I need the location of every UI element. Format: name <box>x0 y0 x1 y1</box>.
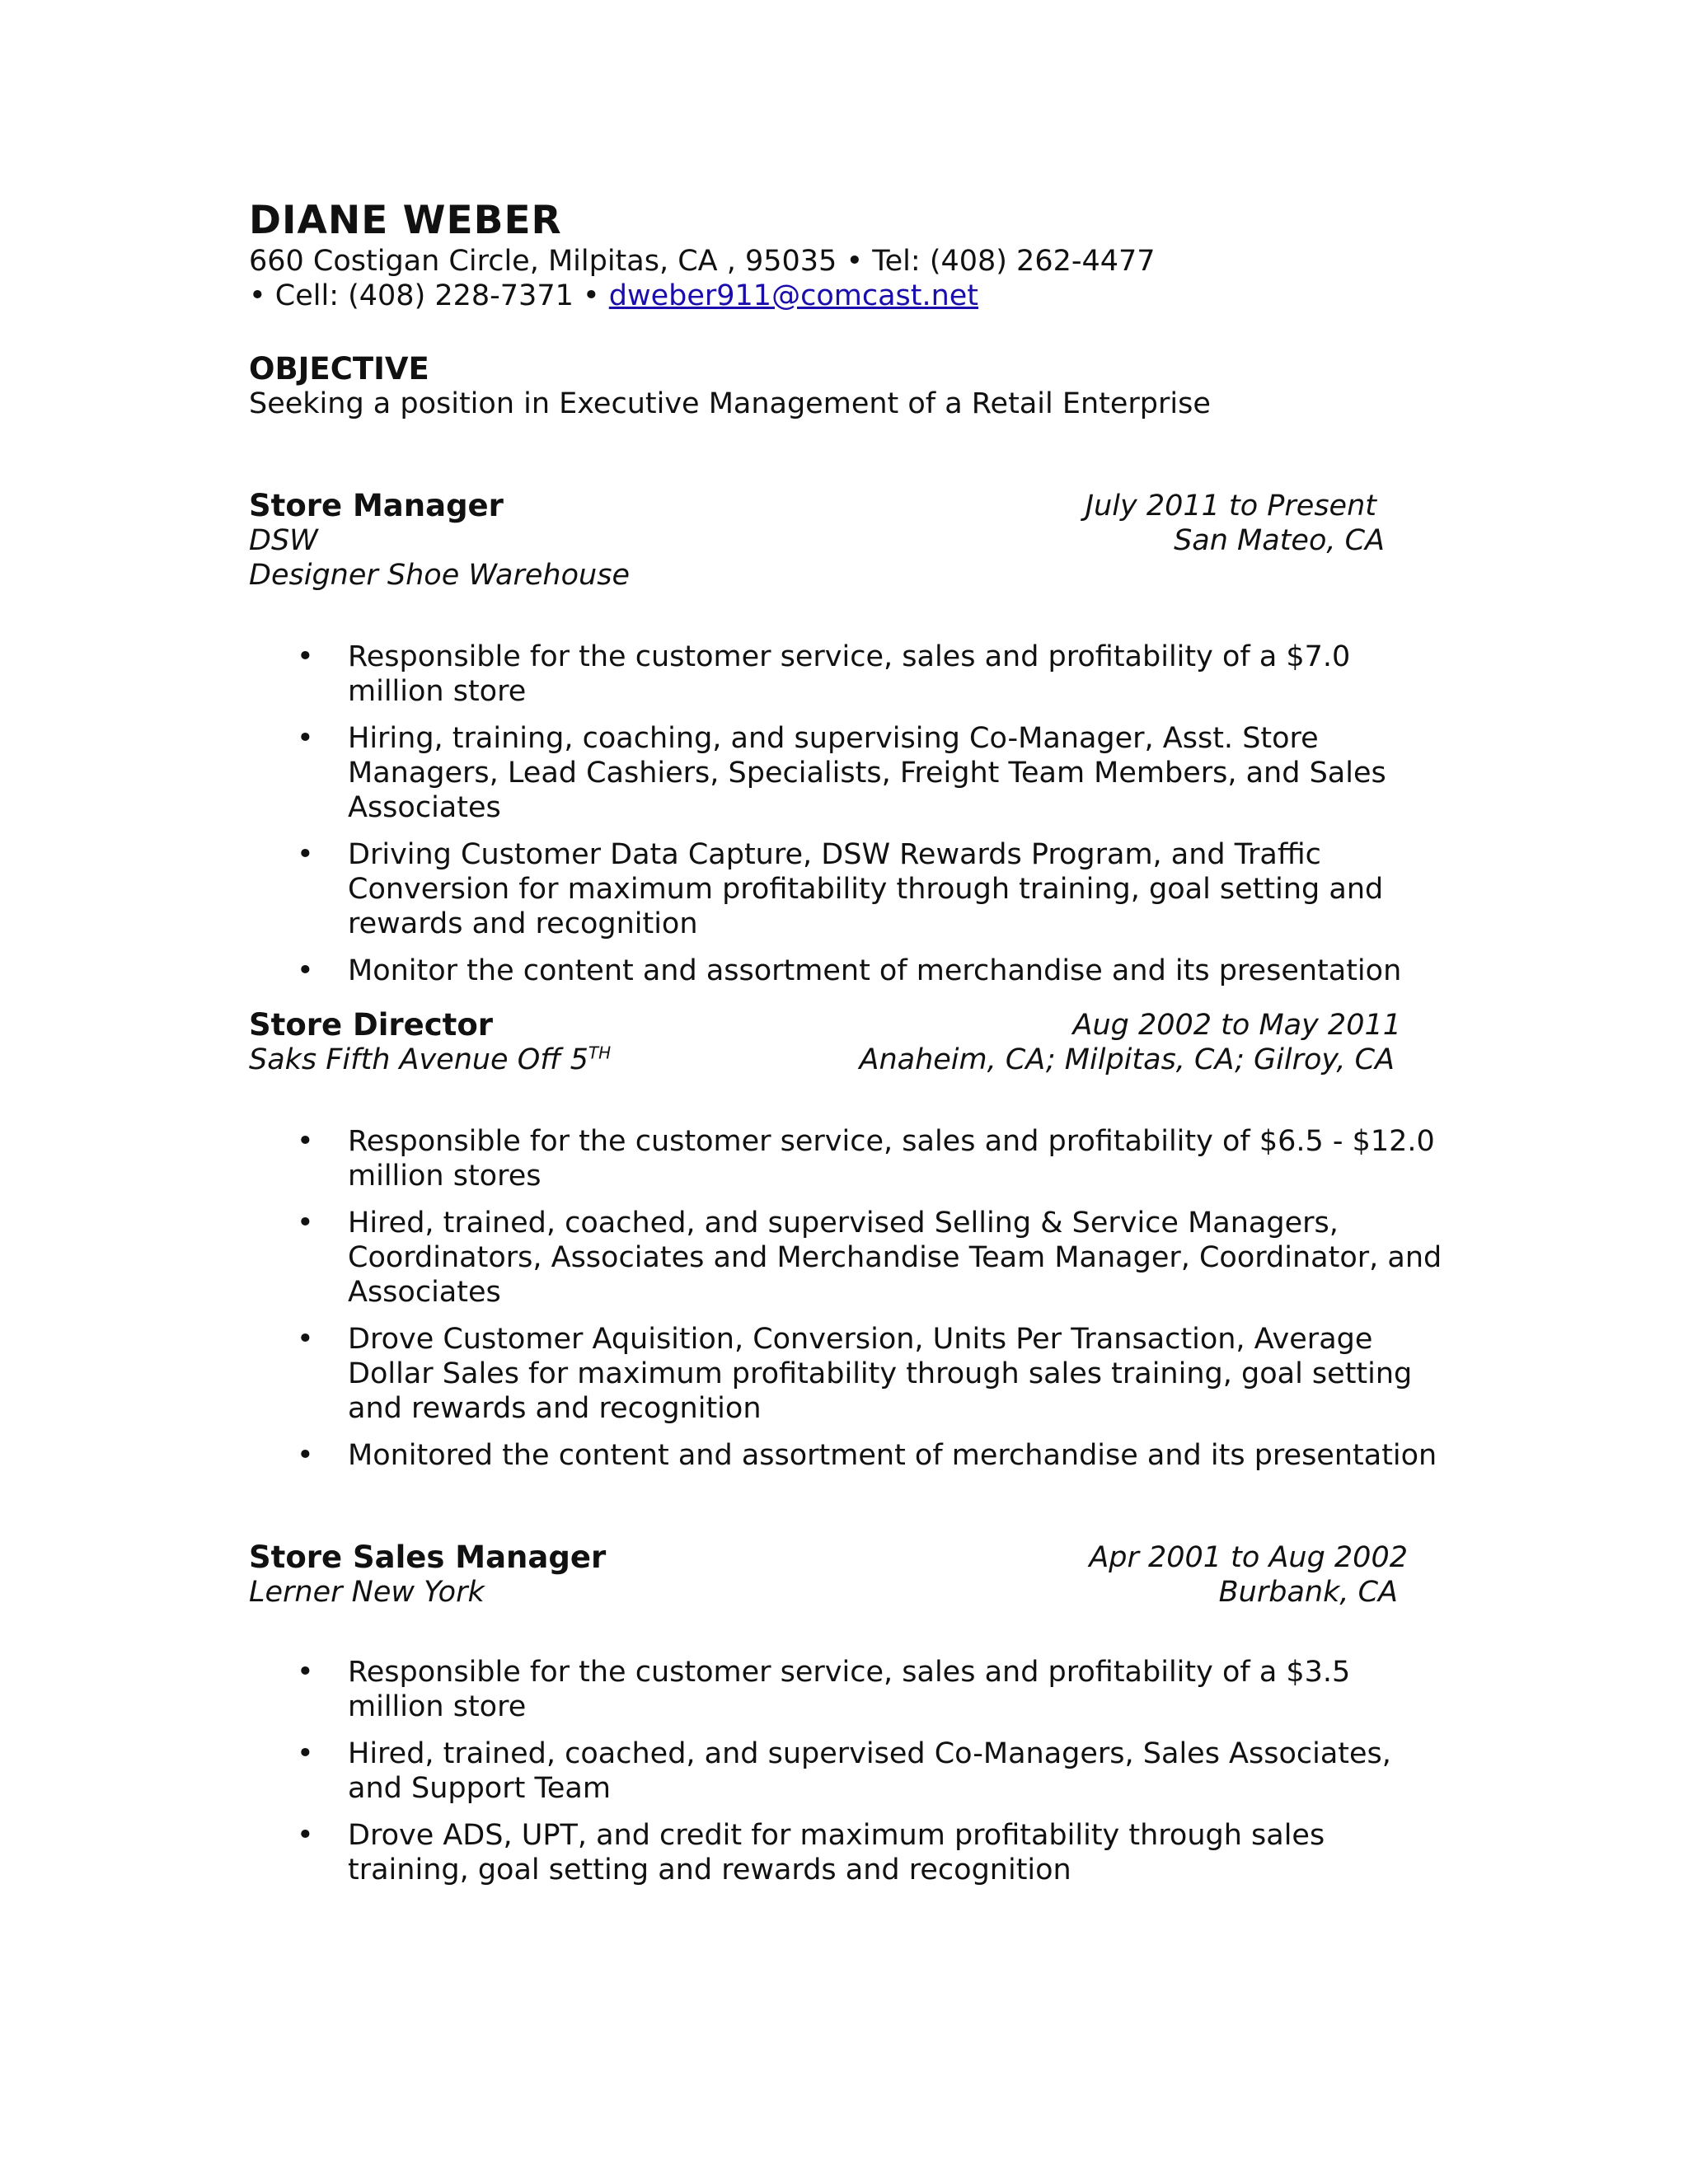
bullet-icon: • <box>297 722 314 755</box>
job-location: Burbank, CA <box>1218 1576 1398 1609</box>
job-title: Store Manager <box>249 488 504 523</box>
bullet-icon: • <box>297 954 314 987</box>
job-company: Saks Fifth Avenue Off 5TH <box>249 1043 612 1076</box>
list-item: • Responsible for the customer service, sales and profitability of a $7.0 million store <box>297 640 1351 708</box>
bullet-icon: • <box>297 1656 314 1689</box>
job-bullets <box>249 1124 1452 1485</box>
job-dates: July 2011 to Present <box>1085 490 1376 523</box>
cell-text: • Cell: (408) 228-7371 • <box>249 279 609 312</box>
list-item: • Hired, trained, coached, and supervised Co-Managers, Sales Associates, and Support Team <box>297 1737 1391 1805</box>
email-link[interactable]: dweber911@comcast.net <box>608 279 979 312</box>
job-location: San Mateo, CA <box>1174 524 1385 557</box>
contact-line <box>249 279 978 313</box>
job-bullets <box>249 1655 1452 1900</box>
bullet-icon: • <box>297 1125 314 1158</box>
bullet-icon: • <box>297 1439 314 1472</box>
bullet-icon: • <box>297 838 314 871</box>
bullet-icon: • <box>297 1207 314 1240</box>
list-item: • Hired, trained, coached, and supervised Selling & Service Managers, Coordinators, Associates and Merchandise Team Manager, Coordinator, and Associates <box>297 1207 1442 1309</box>
objective-heading: OBJECTIVE <box>249 351 429 387</box>
list-item: • Responsible for the customer service, sales and profitability of $6.5 - $12.0 million stores <box>297 1125 1435 1193</box>
list-item: • Monitored the content and assortment of merchandise and its presentation <box>297 1439 1437 1472</box>
candidate-name: DIANE WEBER <box>249 198 562 243</box>
list-item: • Drove ADS, UPT, and credit for maximum profitability through sales training, goal setting and rewards and recognition <box>297 1819 1325 1886</box>
list-item: • Monitor the content and assortment of merchandise and its presentation <box>297 954 1402 987</box>
list-item: • Hiring, training, coaching, and supervising Co-Manager, Asst. Store Managers, Lead Cashiers, Specialists, Freight Team Members, and Sales Associates <box>297 722 1386 824</box>
job-company-subtitle: Designer Shoe Warehouse <box>249 559 630 592</box>
job-title: Store Director <box>249 1007 493 1043</box>
objective-text: Seeking a position in Executive Management of a Retail Enterprise <box>249 387 1211 420</box>
job-location: Anaheim, CA; Milpitas, CA; Gilroy, CA <box>859 1043 1395 1076</box>
list-item: • Responsible for the customer service, sales and profitability of a $3.5 million store <box>297 1656 1351 1723</box>
bullet-icon: • <box>297 1737 314 1770</box>
bullet-icon: • <box>297 1819 314 1852</box>
bullet-icon: • <box>297 1323 314 1356</box>
job-dates: Apr 2001 to Aug 2002 <box>1089 1541 1408 1574</box>
job-company: Lerner New York <box>249 1576 485 1609</box>
list-item: • Driving Customer Data Capture, DSW Rewards Program, and Traffic Conversion for maximum profitability through training, goal setting and rewards and recognition <box>297 838 1384 940</box>
job-company: DSW <box>249 524 318 557</box>
job-bullets <box>249 640 1452 1001</box>
bullet-icon: • <box>297 640 314 673</box>
list-item: • Drove Customer Aquisition, Conversion, Units Per Transaction, Average Dollar Sales for maximum profitability through sales training, goal setting and rewards and recognition <box>297 1323 1413 1425</box>
job-dates: Aug 2002 to May 2011 <box>1072 1009 1401 1042</box>
address-line: 660 Costigan Circle, Milpitas, CA , 95035 • Tel: (408) 262-4477 <box>249 245 1156 278</box>
job-title: Store Sales Manager <box>249 1540 607 1575</box>
